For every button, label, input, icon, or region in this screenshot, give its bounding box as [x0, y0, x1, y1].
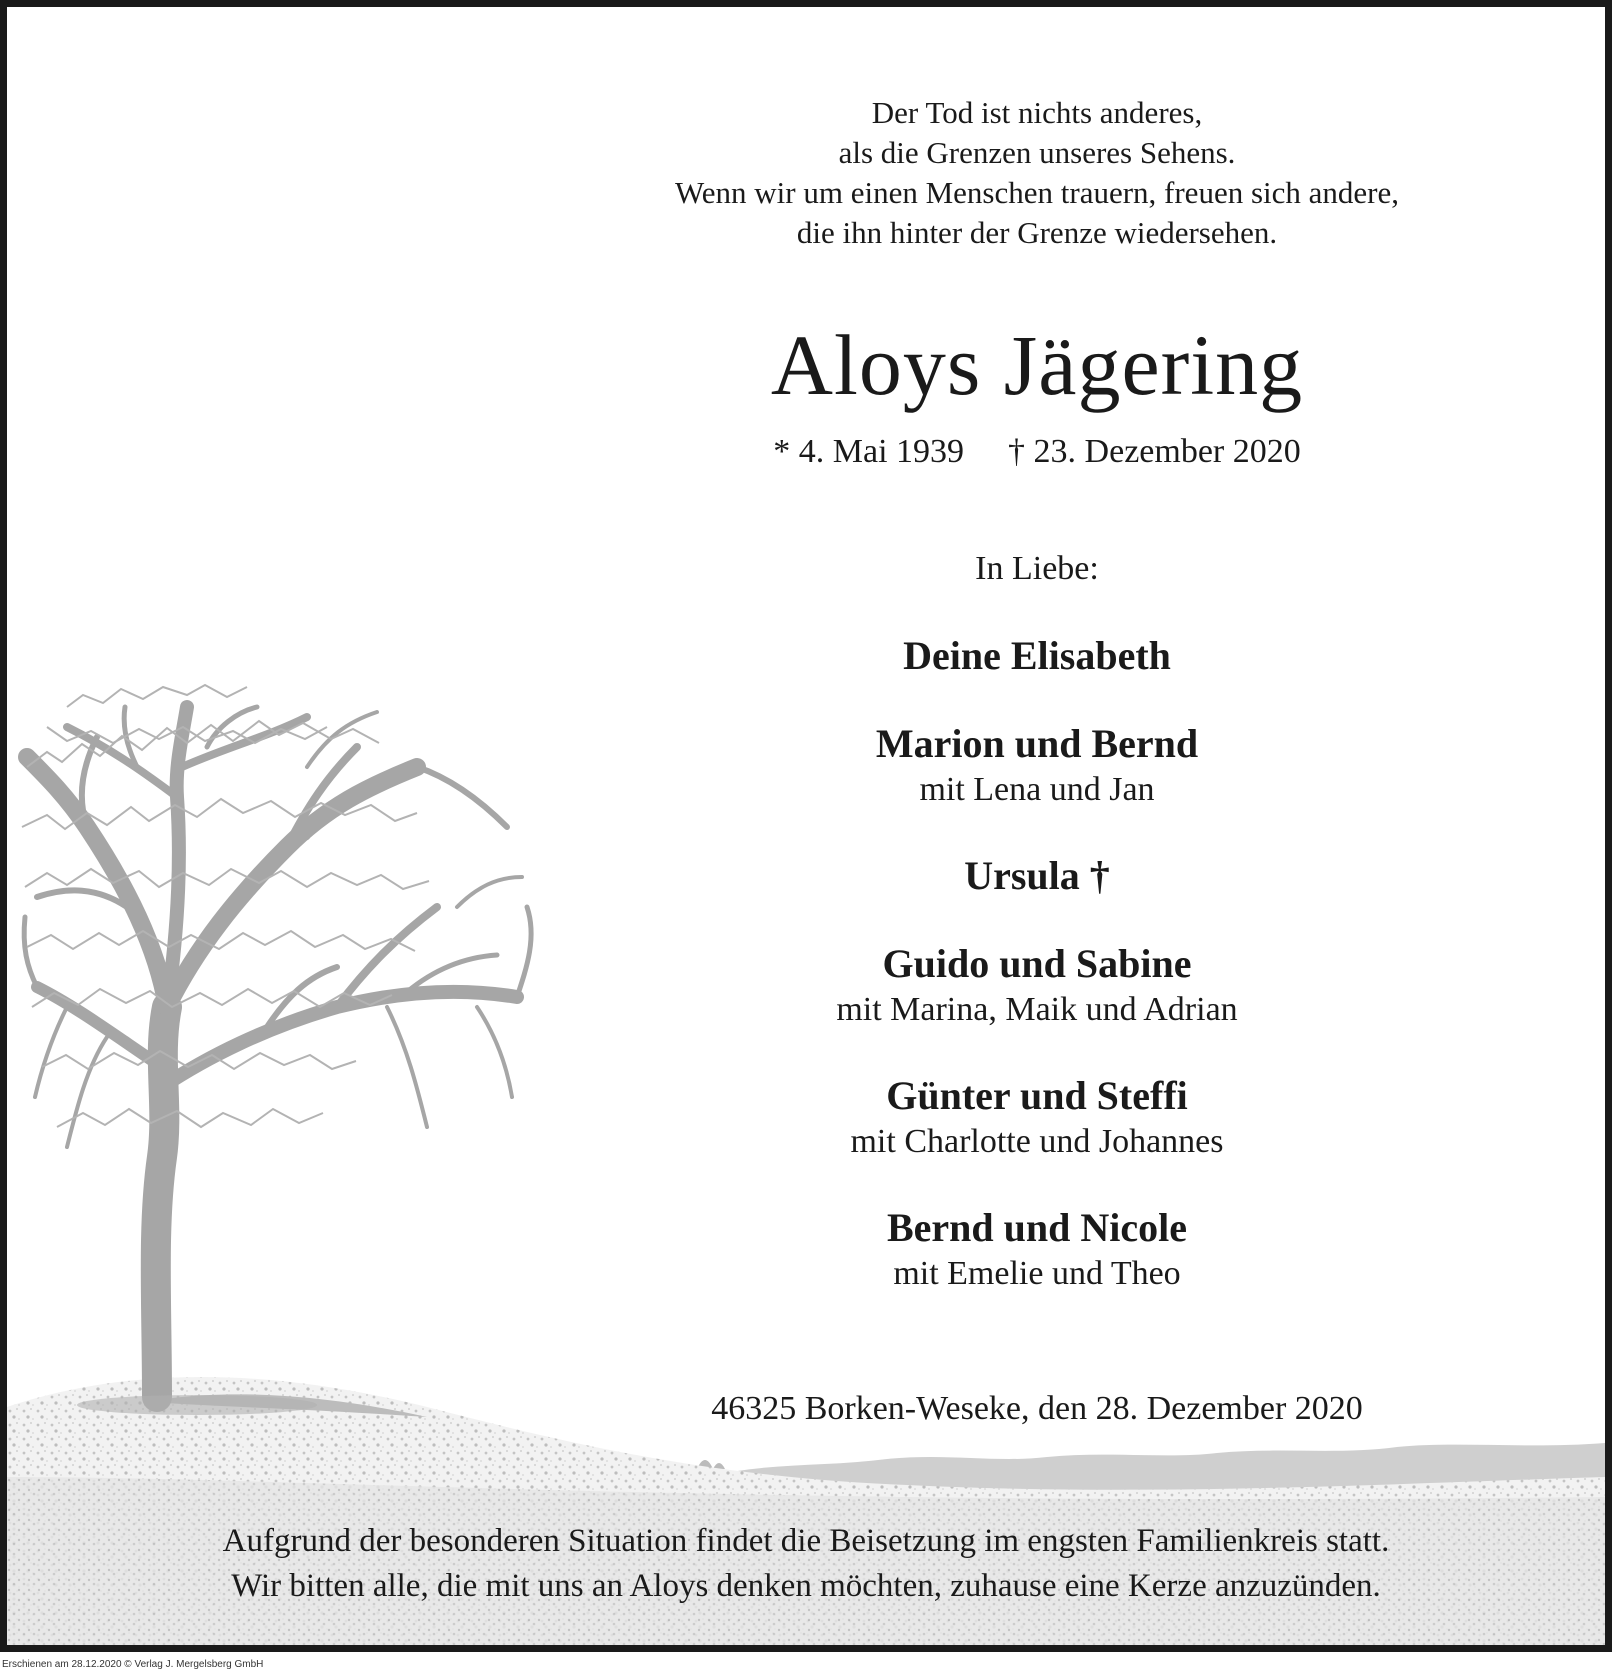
mourner-name: Bernd und Nicole: [886, 1205, 1188, 1250]
mourner-children: mit Marina, Maik und Adrian: [836, 991, 1238, 1028]
notice-line: Aufgrund der besonderen Situation findet die Beisetzung im engsten Familienkreis statt.: [222, 1523, 1390, 1559]
quote-line: die ihn hinter der Grenze wiedersehen.: [796, 215, 1278, 250]
mourner-name: Ursula †: [964, 853, 1110, 898]
tree-canopy: [24, 707, 531, 1397]
death-date: † 23. Dezember 2020: [1008, 433, 1301, 470]
mourner-name: Guido und Sabine: [882, 941, 1192, 986]
mourner-group: [597, 1072, 1477, 1164]
mourner-group: [597, 852, 1477, 900]
deceased-name: Aloys Jägering: [770, 317, 1304, 413]
mourner-group: [597, 632, 1477, 680]
publication-footer: Erschienen am 28.12.2020 © Verlag J. Mergelsberg GmbH: [2, 1659, 264, 1670]
birth-date: * 4. Mai 1939: [773, 433, 965, 470]
mourner-group: [597, 940, 1477, 1032]
mourner-children: mit Lena und Jan: [919, 771, 1155, 808]
mourner-children: mit Emelie und Theo: [893, 1255, 1181, 1292]
quote-line: Wenn wir um einen Menschen trauern, freuen sich andere,: [675, 175, 1399, 210]
place-and-date: 46325 Borken-Weseke, den 28. Dezember 2020: [711, 1390, 1363, 1427]
life-dates: [597, 430, 1477, 474]
quote-line: als die Grenzen unseres Sehens.: [838, 135, 1236, 170]
memorial-quote: [597, 93, 1477, 253]
mourner-children: mit Charlotte und Johannes: [850, 1123, 1224, 1160]
mourners-intro: In Liebe:: [975, 550, 1099, 587]
mourners-list: [597, 632, 1477, 1296]
funeral-notice: [67, 1519, 1545, 1609]
quote-line: Der Tod ist nichts anderes,: [871, 95, 1203, 130]
mourner-name: Marion und Bernd: [875, 721, 1199, 766]
mourner-group: [597, 1204, 1477, 1296]
mourner-name: Günter und Steffi: [886, 1073, 1188, 1118]
notice-line: Wir bitten alle, die mit uns an Aloys denken möchten, zuhause eine Kerze anzuzünden.: [231, 1568, 1381, 1604]
mourner-name: Deine Elisabeth: [903, 633, 1171, 678]
mourner-group: [597, 720, 1477, 812]
